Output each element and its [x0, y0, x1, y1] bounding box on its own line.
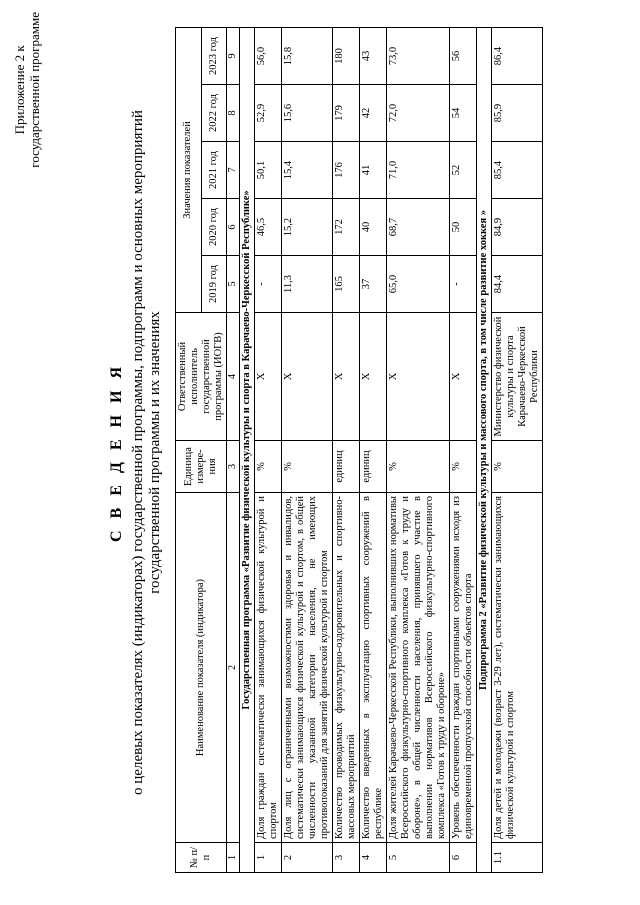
table-row — [333, 28, 360, 873]
indicator-name: Доля граждан систематически занимающихся физической культурой и спортом — [255, 493, 282, 843]
value-cell: 52 — [450, 142, 477, 199]
row-number: 3 — [333, 843, 360, 873]
column-number: 7 — [227, 142, 240, 199]
unit-cell: % — [387, 441, 450, 493]
value-cell: 40 — [360, 199, 387, 256]
value-cell: 41 — [360, 142, 387, 199]
unit-cell: % — [282, 441, 333, 493]
subtitle-line-2: государственной программы и их значениях — [147, 311, 163, 594]
column-number: 1 — [227, 843, 240, 873]
value-cell: 85,4 — [492, 142, 543, 199]
row-number: 6 — [450, 843, 477, 873]
column-number-row — [227, 28, 240, 873]
table-body-program — [240, 28, 477, 873]
row-number: 1.1 — [492, 843, 543, 873]
table-body-subprogram — [477, 28, 543, 873]
value-cell: 84,9 — [492, 199, 543, 256]
value-cell: 68,7 — [387, 199, 450, 256]
indicator-name: Количество введенных в эксплуатацию спортивных сооружений в республике — [360, 493, 387, 843]
indicator-name: Доля жителей Карачаево-Черкесской Республики, выполнивших нормативы Всероссийского физкультурно-спортивного комплекса «Готов к труду и обороне», в общей численности населения, принявшего участие в выполнении нормативов Всероссийского физкультурно-спортивного комплекса «Готов к труду и обороне» — [387, 493, 450, 843]
value-cell: 15,4 — [282, 142, 333, 199]
executor-cell: X — [450, 313, 477, 441]
unit-cell: % — [492, 441, 543, 493]
value-cell: 11,3 — [282, 256, 333, 313]
value-cell: 84,4 — [492, 256, 543, 313]
column-number: 3 — [227, 441, 240, 493]
header-year: 2021 год — [201, 142, 227, 199]
header-num: № п/п — [176, 843, 227, 873]
value-cell: 15,8 — [282, 28, 333, 85]
header-year: 2019 год — [201, 256, 227, 313]
value-cell: 179 — [333, 85, 360, 142]
table-row — [450, 28, 477, 873]
executor-cell: X — [333, 313, 360, 441]
indicator-name: Уровень обеспеченности граждан спортивными сооружениями исходя из единовременной пропускной способности объектов спорта — [450, 493, 477, 843]
indicator-name: Количество проводимых физкультурно-оздоровительных и спортивно-массовых мероприятий — [333, 493, 360, 843]
document-title: С В Е Д Е Н И Я — [108, 362, 125, 543]
header-year: 2023 год — [201, 28, 227, 85]
value-cell: 46,5 — [255, 199, 282, 256]
value-cell: 15,6 — [282, 85, 333, 142]
appendix-note — [12, 12, 42, 168]
column-number: 5 — [227, 256, 240, 313]
section-header-program: Государственная программа «Развитие физической культуры и спорта в Карачаево-Черкесской Республике» — [240, 28, 255, 873]
appendix-line-2: государственной программе — [27, 12, 42, 168]
column-number: 4 — [227, 313, 240, 441]
table-row — [282, 28, 333, 873]
column-number: 8 — [227, 85, 240, 142]
row-number: 2 — [282, 843, 333, 873]
value-cell: 15,2 — [282, 199, 333, 256]
value-cell: - — [255, 256, 282, 313]
value-cell: - — [450, 256, 477, 313]
value-cell: 172 — [333, 199, 360, 256]
column-number: 9 — [227, 28, 240, 85]
unit-cell: % — [450, 441, 477, 493]
unit-cell: единиц — [333, 441, 360, 493]
column-number: 6 — [227, 199, 240, 256]
indicator-name: Доля лиц с ограниченными возможностями здоровья и инвалидов, систематически занимающихся физической культурой и спортом, в общей численности указанной категории населения, не имеющих противопоказаний для занятий физической культурой и спортом — [282, 493, 333, 843]
appendix-line-1: Приложение 2 к — [12, 45, 27, 135]
value-cell: 72,0 — [387, 85, 450, 142]
value-cell: 50,1 — [255, 142, 282, 199]
indicators-table — [175, 27, 543, 873]
value-cell: 50 — [450, 199, 477, 256]
executor-cell: X — [387, 313, 450, 441]
value-cell: 73,0 — [387, 28, 450, 85]
header-executor: Ответственный исполнитель государственной программы (ИОГВ) — [176, 313, 227, 441]
executor-cell: Министерство физической культуры и спорта Карачаево-Черкесской Республики — [492, 313, 543, 441]
table-row — [387, 28, 450, 873]
table-header — [176, 28, 240, 873]
value-cell: 65,0 — [387, 256, 450, 313]
value-cell: 52,9 — [255, 85, 282, 142]
header-year: 2022 год — [201, 85, 227, 142]
value-cell: 42 — [360, 85, 387, 142]
row-number: 4 — [360, 843, 387, 873]
value-cell: 56,0 — [255, 28, 282, 85]
header-name: Наименование показателя (индикатора) — [176, 493, 227, 843]
executor-cell: X — [255, 313, 282, 441]
table-row — [360, 28, 387, 873]
value-cell: 56 — [450, 28, 477, 85]
executor-cell: X — [360, 313, 387, 441]
header-unit: Единица измере-ния — [176, 441, 227, 493]
header-values-group: Значения показателей — [176, 28, 202, 313]
value-cell: 54 — [450, 85, 477, 142]
header-year: 2020 год — [201, 199, 227, 256]
value-cell: 86,4 — [492, 28, 543, 85]
value-cell: 43 — [360, 28, 387, 85]
value-cell: 165 — [333, 256, 360, 313]
row-number: 1 — [255, 843, 282, 873]
row-number: 5 — [387, 843, 450, 873]
column-number: 2 — [227, 493, 240, 843]
table-row — [255, 28, 282, 873]
value-cell: 37 — [360, 256, 387, 313]
value-cell: 176 — [333, 142, 360, 199]
section-header-subprogram: Подпрограмма 2 «Развитие физической культуры и массового спорта, в том числе развитие хоккея » — [477, 28, 492, 873]
value-cell: 85,9 — [492, 85, 543, 142]
unit-cell: % — [255, 441, 282, 493]
executor-cell: X — [282, 313, 333, 441]
indicator-name: Доля детей и молодежи (возраст 3-29 лет), систематически занимающихся физической культурой и спортом — [492, 493, 543, 843]
document-subtitle — [130, 0, 164, 905]
table-row — [492, 28, 543, 873]
value-cell: 180 — [333, 28, 360, 85]
unit-cell: единиц — [360, 441, 387, 493]
subtitle-line-1: о целевых показателях (индикаторах) государственной программы, подпрограмм и основных мероприятий — [130, 110, 146, 795]
value-cell: 71,0 — [387, 142, 450, 199]
